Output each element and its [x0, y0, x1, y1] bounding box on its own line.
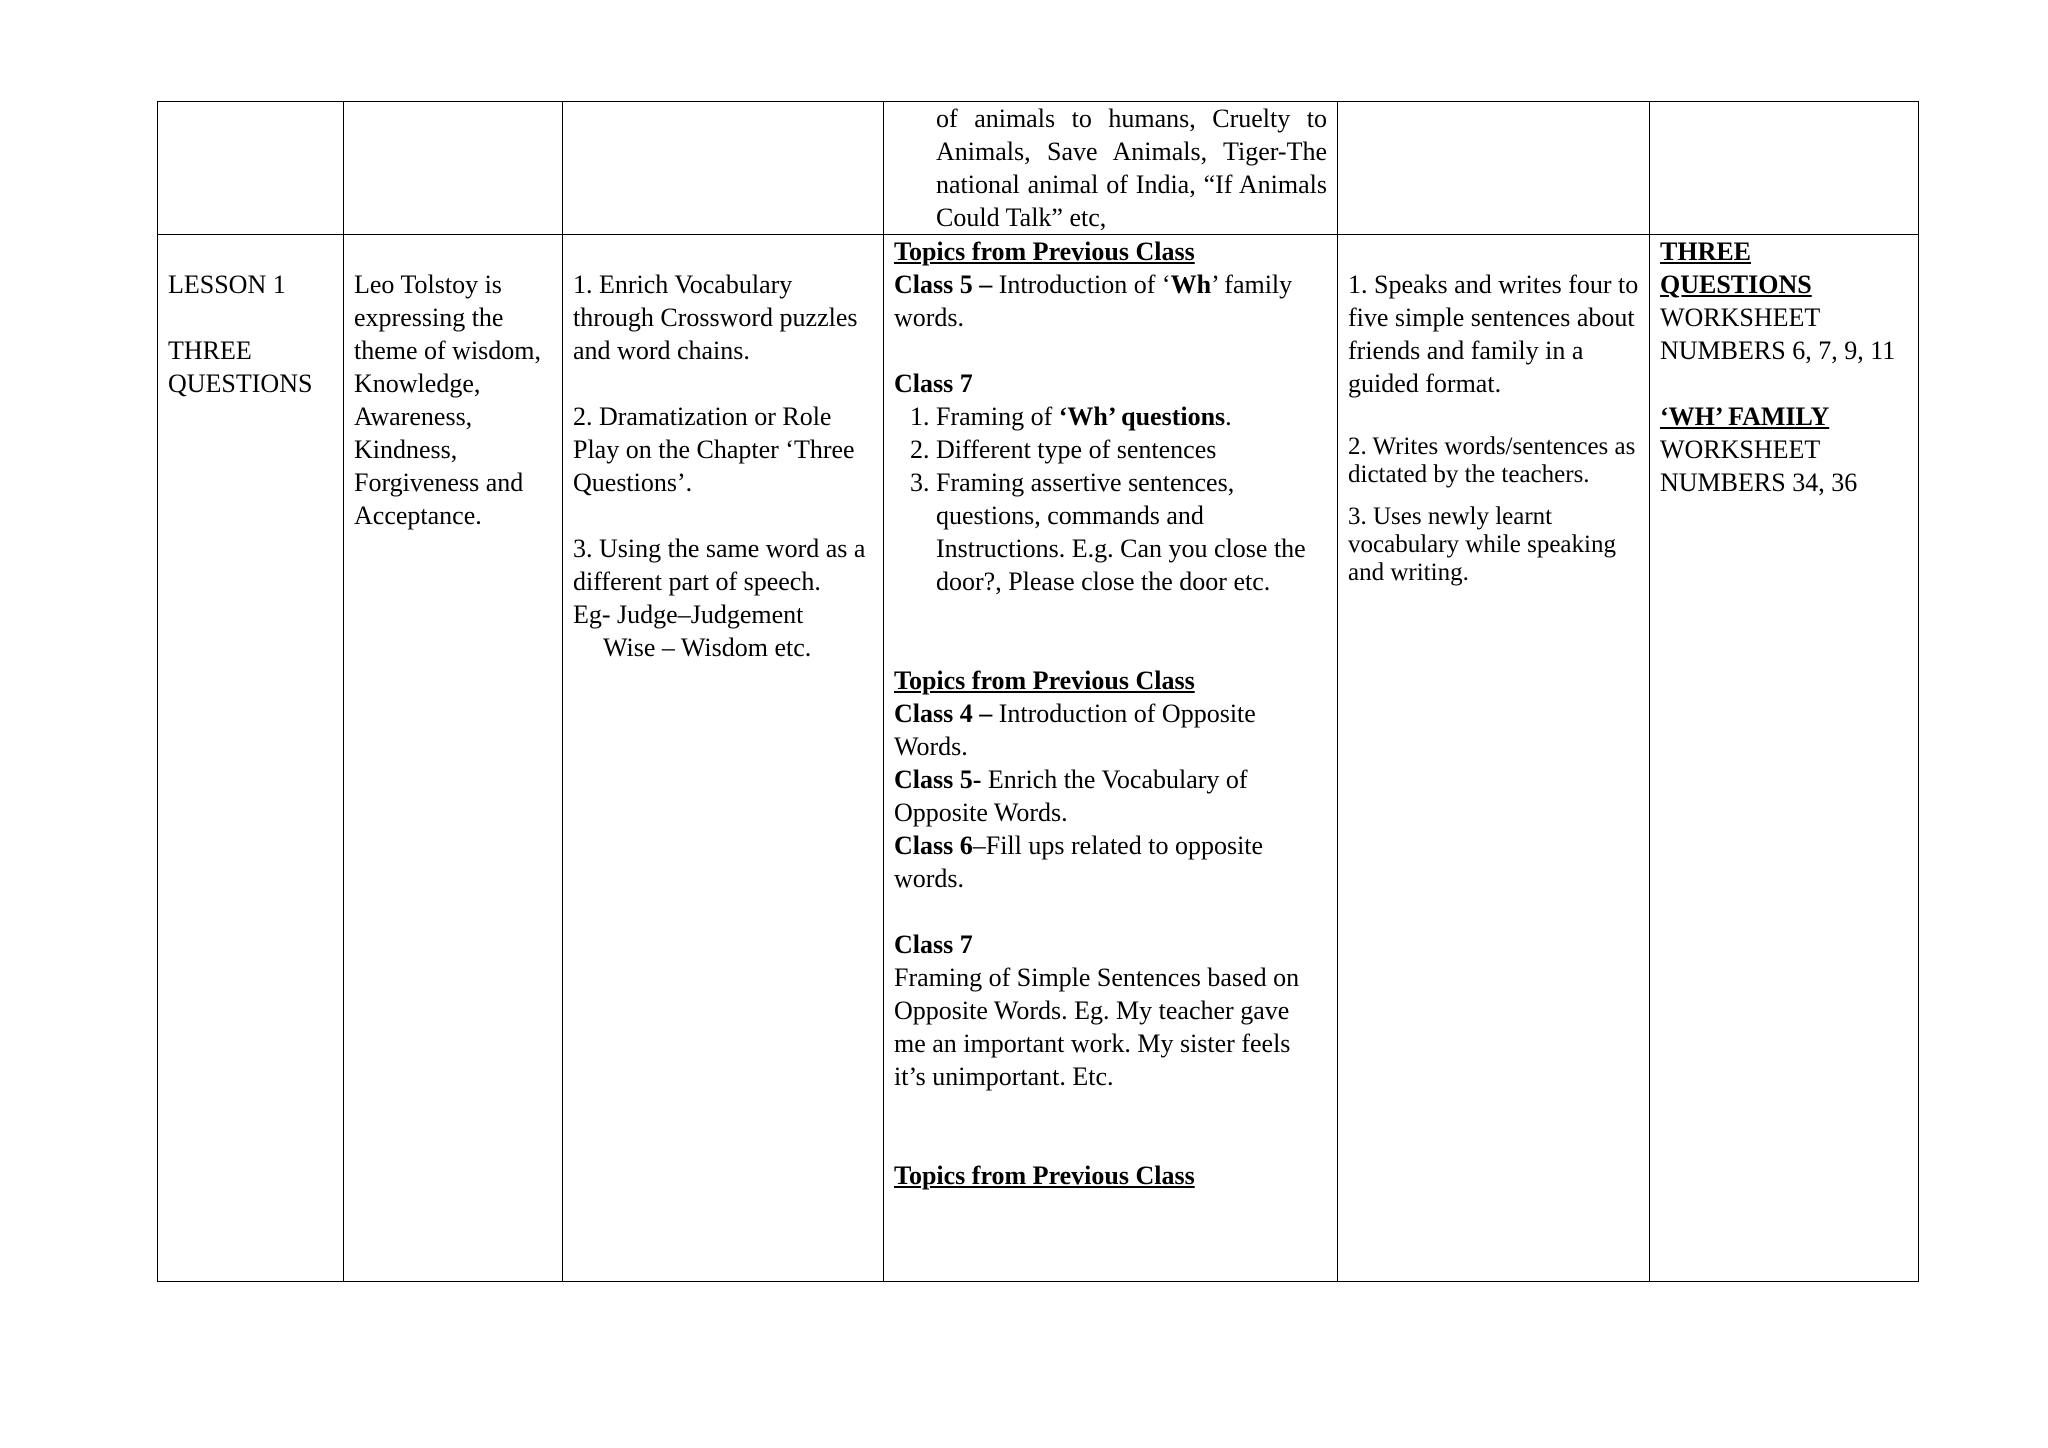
topics-class5-opposite-line: Class 5- Enrich the Vocabulary of Opposite Words.: [894, 765, 1248, 827]
resource-heading-1: THREE QUESTIONS: [1660, 237, 1812, 299]
cell-empty: [563, 102, 884, 235]
list-item: 2. Different type of sentences: [936, 433, 1327, 466]
topics-class7-label: Class 7: [894, 369, 973, 398]
cell-activities: [563, 235, 884, 1282]
list-item: 3. Framing assertive sentences, questions, commands and Instructions. E.g. Can you close the door?, Please close the door etc.: [936, 466, 1327, 598]
outcome-item-1: 1. Speaks and writes four to five simple sentences about friends and family in a guided format.: [1348, 270, 1639, 398]
cell-empty: [158, 102, 344, 235]
topics-class7-label-2: Class 7: [894, 930, 973, 959]
cell-theme: [344, 235, 563, 1282]
list-item: 1. Framing of ‘Wh’ questions.: [936, 400, 1327, 433]
class-label: Class 5 –: [894, 270, 993, 299]
table-row-continued: [158, 102, 1919, 235]
outcome-item-2: 2. Writes words/sentences as dictated by the teachers.: [1348, 433, 1636, 488]
activity-item-1: 1. Enrich Vocabulary through Crossword puzzles and word chains.: [573, 270, 858, 365]
theme-text: Leo Tolstoy is expressing the theme of wisdom, Knowledge, Awareness, Kindness, Forgiveness and Acceptance.: [354, 270, 542, 530]
resource-text-1: WORKSHEET NUMBERS 6, 7, 9, 11: [1660, 303, 1896, 365]
topics-heading-1: Topics from Previous Class: [894, 237, 1195, 266]
table-row-lesson-1: [158, 235, 1919, 1282]
topics-numbered-list: [894, 400, 1327, 598]
activity-item-2: 2. Dramatization or Role Play on the Chapter ‘Three Questions’.: [573, 402, 855, 497]
topics-heading-2: Topics from Previous Class: [894, 666, 1195, 695]
topics-class5-line: Class 5 – Introduction of ‘Wh’ family words.: [894, 270, 1293, 332]
lesson-number: LESSON 1: [168, 270, 286, 299]
cell-empty: [1650, 102, 1919, 235]
topics-class6-line: Class 6–Fill ups related to opposite words.: [894, 831, 1264, 893]
cell-outcomes: [1338, 235, 1650, 1282]
resource-text-2: WORKSHEET NUMBERS 34, 36: [1660, 435, 1858, 497]
activity-example-line-2: Wise – Wisdom etc.: [603, 633, 812, 662]
cell-empty: [1338, 102, 1650, 235]
activity-item-3: 3. Using the same word as a different part of speech.: [573, 534, 866, 596]
cell-topics: [884, 235, 1338, 1282]
topics-class7-text: Framing of Simple Sentences based on Opposite Words. Eg. My teacher gave me an important work. My sister feels it’s unimportant. Etc.: [894, 963, 1300, 1091]
lesson-title: THREE QUESTIONS: [168, 336, 313, 398]
resource-heading-2: ‘WH’ FAMILY: [1660, 402, 1830, 431]
topics-class4-line: Class 4 – Introduction of Opposite Words.: [894, 699, 1256, 761]
outcome-item-3: 3. Uses newly learnt vocabulary while speaking and writing.: [1348, 503, 1616, 586]
cell-lesson: [158, 235, 344, 1282]
activity-example-line-1: Eg- Judge–Judgement: [573, 600, 804, 629]
lesson-plan-table: [157, 101, 1919, 1282]
cell-topic-continuation: [884, 102, 1338, 235]
topics-heading-3: Topics from Previous Class: [894, 1161, 1195, 1190]
topic-continuation-text: of animals to humans, Cruelty to Animals, Save Animals, Tiger-The national animal of India, “If Animals Could Talk” etc,: [936, 104, 1327, 232]
cell-empty: [344, 102, 563, 235]
cell-resources: [1650, 235, 1919, 1282]
